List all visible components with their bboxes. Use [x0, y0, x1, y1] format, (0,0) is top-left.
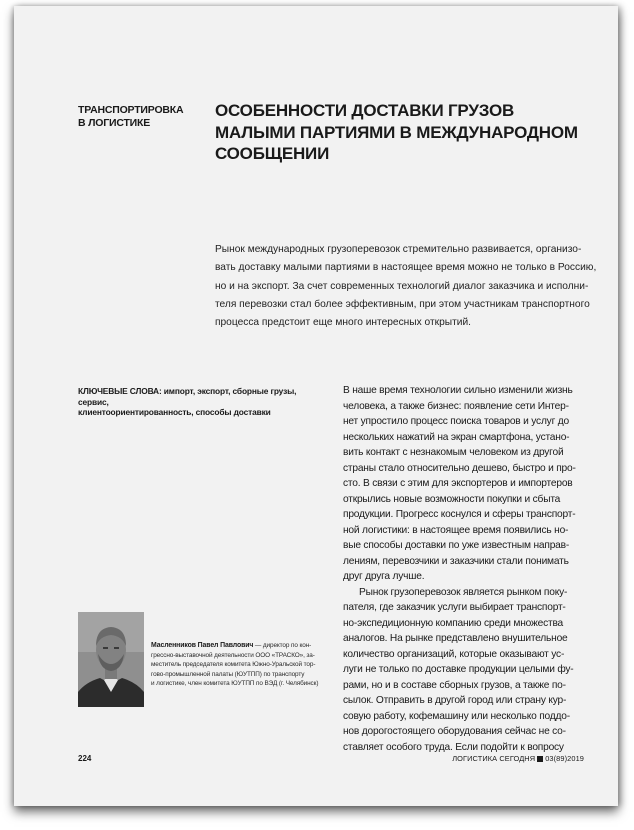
- keywords: КЛЮЧЕВЫЕ СЛОВА: импорт, экспорт, сборные грузы, сервис, клиентоориентированность, способы доставки: [78, 386, 297, 417]
- square-separator-icon: [537, 756, 543, 762]
- author-photo: [78, 612, 144, 707]
- author-info: [151, 641, 331, 689]
- page-number: 224: [78, 754, 92, 763]
- article-lead: Рынок международных грузоперевозок стремительно развивается, организо- вать доставку малыми партиями в настоящее время можно не только в Россию, но и на экспорт. За счет современных технологий диалог заказчика и исполни- теля перевозки стал более эффективным, при этом участникам транспортного процесса предстоит еще много интересных открытий.: [215, 244, 597, 329]
- article-body: [343, 383, 599, 755]
- article-title: ОСОБЕННОСТИ ДОСТАВКИ ГРУЗОВ МАЛЫМИ ПАРТИЯМИ В МЕЖДУНАРОДНОМ СООБЩЕНИИ: [215, 101, 578, 163]
- journal-issue: 03(89)2019: [545, 754, 584, 763]
- magazine-page: [14, 6, 618, 806]
- journal-footer: [452, 754, 584, 763]
- body-paragraph: Рынок грузоперевозок является рынком поку- пателя, где заказчик услуги выбирает транспорт- но-экспедиционную компанию среди множества аналогов. На рынке представлено внушительное количество организаций, которые оказывают ус- луги не только по доставке продукции целыми фу- рами, но и в составе сборных грузов, а также по- сылок. Отправить в другой город или страну кур- совую работу, кофемашину или несколько поддо- нов дорогостоящего оборудования сейчас не со- ставляет особого труда. Если подойти к вопросу: [343, 586, 574, 753]
- author-name: Масленников Павел Павлович: [151, 642, 254, 649]
- author-portrait-image: [78, 612, 144, 707]
- author-description: — директор по кон- грессно-выставочной деятельности ООО «ТРАСКО», за- меститель председателя комитета Южно-Уральской тор- гово-промышленной палаты (ЮУТПП) по транспорту и логистике, член комитета ЮУТПП по ВЭД (г. Челябинск): [151, 642, 319, 688]
- body-paragraph: В наше время технологии сильно изменили жизнь человека, а также бизнес: появление сети Интер- нет упростило процесс поиска товаров и услуг до нескольких нажатий на экран смартфона, устано- вить контакт с незнакомым человеком из другой страны стало относительно дешево, быстро и про- сто. В связи с этим для экспортеров и импортеров открылись новые возможности покупки и сбыта продукции. Прогресс коснулся и сферы транспорт- ной логистики: в настоящее время появились но- вые способы доставки по уже известным направ- лениям, перевозчики и заказчики стали понимать друг друга лучше.: [343, 385, 576, 582]
- section-rubric: ТРАНСПОРТИРОВКА В ЛОГИСТИКЕ: [78, 104, 184, 129]
- journal-name: ЛОГИСТИКА СЕГОДНЯ: [452, 754, 536, 763]
